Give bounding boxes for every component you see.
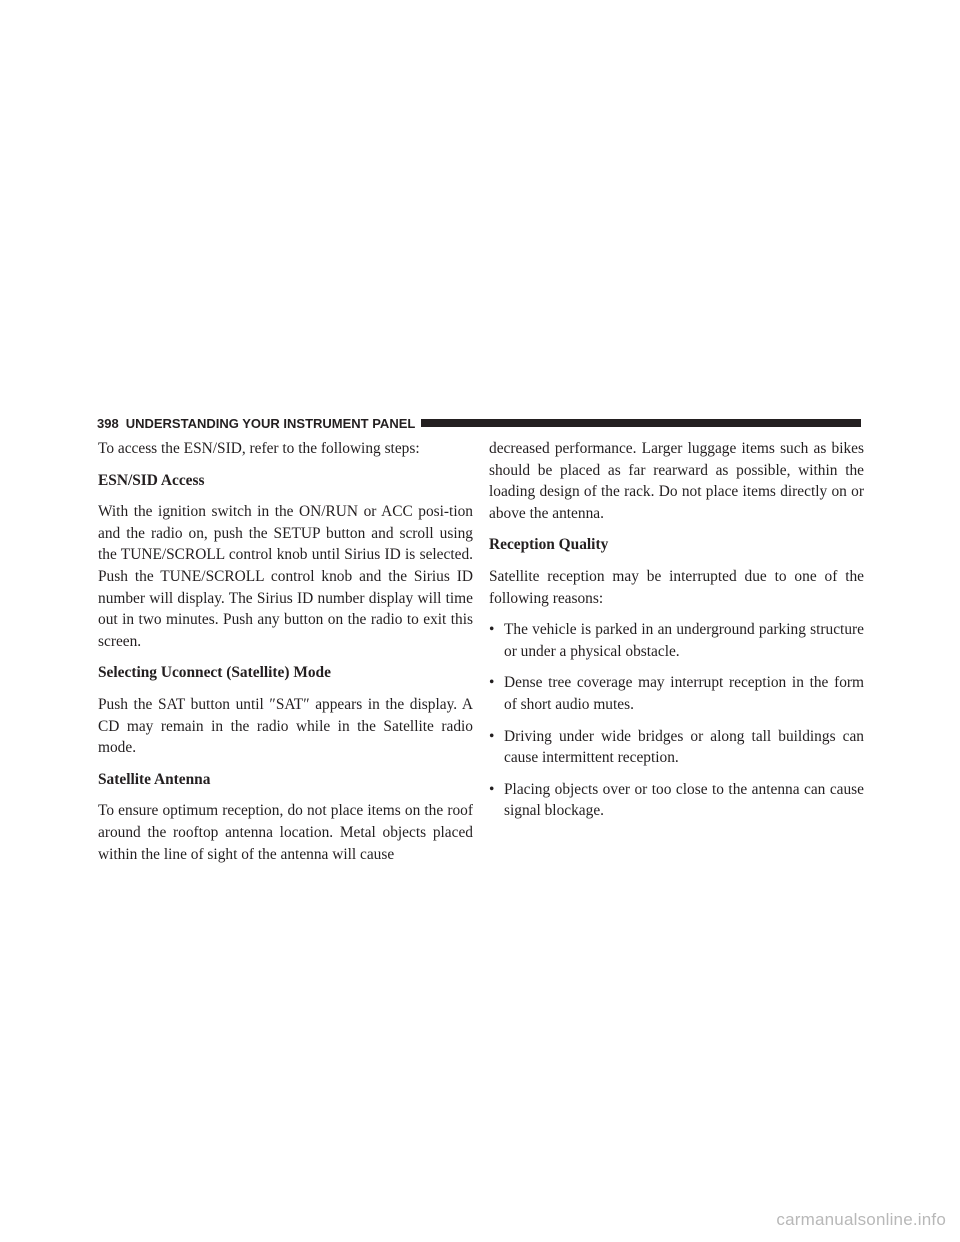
intro-paragraph: To access the ESN/SID, refer to the following steps:	[98, 440, 420, 457]
list-item	[489, 726, 864, 769]
satellite-mode-heading: Selecting Uconnect (Satellite) Mode	[98, 664, 331, 682]
list-item-text: Placing objects over or too close to the antenna can cause signal blockage.	[504, 780, 864, 820]
list-item	[489, 619, 864, 662]
page-header	[97, 414, 861, 432]
section-title: UNDERSTANDING YOUR INSTRUMENT PANEL	[125, 415, 416, 431]
satellite-antenna-heading: Satellite Antenna	[98, 770, 211, 788]
satellite-mode-paragraph: Push the SAT button until ″SAT″ appears in the display. A CD may remain in the radio while in the Satellite radio mode.	[98, 695, 473, 757]
reception-quality-paragraph: Satellite reception may be interrupted due to one of the following reasons:	[489, 567, 864, 607]
esn-sid-access-paragraph: With the ignition switch in the ON/RUN or ACC posi-tion and the radio on, push the SETUP button and scroll using the TUNE/SCROLL control knob until Sirius ID is selected. Push the TUNE/SCROLL control knob and the Sirius ID number will display. The Sirius ID number display will time out in two minutes. Push any button on the radio to exit this screen.	[98, 503, 473, 650]
watermark: carmanualsonline.info	[776, 1210, 946, 1229]
bullet-icon: •	[489, 674, 495, 692]
left-column	[98, 438, 473, 875]
list-item	[489, 672, 864, 715]
reception-quality-heading: Reception Quality	[489, 536, 609, 554]
bullet-icon: •	[489, 621, 495, 639]
header-rule	[421, 419, 861, 427]
reception-reasons-list	[489, 619, 864, 822]
list-item-text: Driving under wide bridges or along tall buildings can cause intermittent reception.	[504, 727, 864, 767]
right-column	[489, 438, 864, 832]
esn-sid-access-heading: ESN/SID Access	[98, 471, 205, 489]
bullet-icon: •	[489, 780, 495, 798]
list-item	[489, 779, 864, 822]
list-item-text: The vehicle is parked in an underground parking structure or under a physical obstacle.	[504, 621, 864, 660]
bullet-icon: •	[489, 727, 495, 745]
antenna-continued-paragraph: decreased performance. Larger luggage items such as bikes should be placed as far rearward as possible, within the loading design of the rack. Do not place items directly on or above the antenna.	[489, 440, 864, 522]
list-item-text: Dense tree coverage may interrupt reception in the form of short audio mutes.	[504, 674, 864, 713]
satellite-antenna-paragraph: To ensure optimum reception, do not place items on the roof around the rooftop antenna location. Metal objects placed within the line of sight of the antenna will cause	[98, 802, 473, 863]
page-number: 398	[97, 415, 119, 431]
